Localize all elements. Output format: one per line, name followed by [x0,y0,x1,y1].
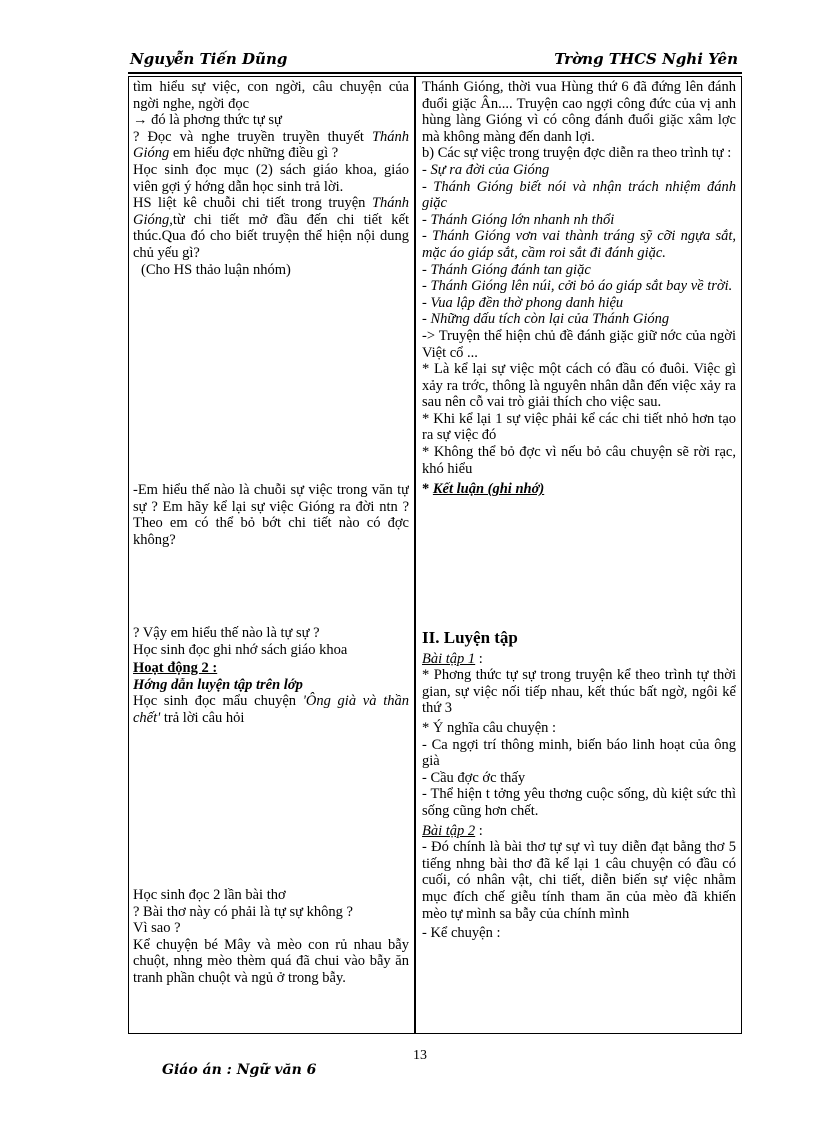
text-line: b) Các sự việc trong truyện đợc diễn ra theo trình tự : [422,145,732,162]
conclusion-heading: Kết luận (ghi nhớ) [432,481,545,498]
text-line: - Thể hiện t tởng yêu thơng cuộc sống, dù kiệt sức thì sống cũng hơn chết. [422,786,736,819]
footer-subject: Giáo án : Ngữ văn 6 [162,1062,317,1078]
conclusion-line [422,481,736,498]
school-name: Trờng THCS Nghi Yên [554,50,738,68]
italic-title: Thánh Gióng [133,128,409,162]
text-line: * Phơng thức tự sự trong truyện kể theo trình tự thời gian, sự việc nối tiếp nhau, kết thúc bất ngờ, ngôi kể thứ 3 [422,667,736,717]
event-item: - Thánh Gióng biết nói và nhận trách nhiệm đánh giặc [422,178,736,212]
text-line: tìm hiểu sự việc, con ngời, câu chuyện của ngời nghe, ngời đọc [133,79,409,112]
text-line: * Là kể lại sự việc một cách có đầu có đuôi. Việc gì xảy ra trớc, thông là nguyên nhân dẫn đến việc xảy ra sau nên cỗ vai trò giải thích cho việc sau. [422,361,736,411]
text-line [133,195,409,261]
text-line: - Ca ngợi trí thông minh, biến báo linh hoạt của ông già [422,736,736,770]
text-span: trả lời câu hỏi [163,709,245,726]
text-line: Vì sao ? [133,920,181,937]
text-line: * Không thể bỏ đợc vì nếu bỏ câu chuyện sẽ rời rạc, khó hiểu [422,444,736,477]
text-line: * Ý nghĩa câu chuyện : [422,719,557,736]
event-item: - Những dấu tích còn lại của Thánh Gióng [422,311,670,328]
right-block-2 [422,630,736,942]
lesson-table [128,76,742,1034]
text-line: * Khi kể lại 1 sự việc phải kể các chi tiết nhỏ hơn tạo ra sự việc đó [422,410,736,444]
text-line: - Đó chính là bài thơ tự sự vì tuy diễn đạt bằng thơ 5 tiếng nhng bài thơ đã kể lại 1 câu chuyện có đầu có cuối, có nhân vật, chi tiết, diễn biến sự việc nhằm mục đích chế giễu tính tham ăn của mèo đã khiến mèo tự mình sa bẫy của chính mình [422,839,736,922]
text-line: ? Vậy em hiểu thế nào là tự sự ? [133,625,320,641]
text-span: HS liệt kê chuỗi chi tiết trong truyện [133,195,366,212]
text-line: - Kể chuyện : [422,925,501,942]
text-line: -> Truyện thể hiện chủ đề đánh giặc giữ nớc của ngời Việt cổ ... [422,327,736,361]
italic-title: 'Ông già và thần chết' [133,693,409,726]
text-line: (Cho HS thảo luận nhóm) [141,261,291,278]
event-item: - Thánh Gióng vơn vai thành tráng sỹ cỡi ngựa sắt, mặc áo giáp sắt, cầm roi sắt đi đánh giặc. [422,228,736,261]
header-rule [128,72,742,74]
left-block-4 [133,887,409,987]
author-name: Nguyễn Tiến Dũng [130,50,288,68]
teacher-column [133,77,409,1033]
text-line: Học sinh đọc 2 lần bài thơ [133,887,286,903]
text-line: Học sinh đọc mục (2) sách giáo khoa, giáo viên gợi ý hớng dẫn học sinh trả lời. [133,161,409,195]
event-item: - Thánh Gióng đánh tan giặc [422,261,591,278]
exercise-1-heading [422,651,736,668]
event-item: - Thánh Gióng lên núi, cởi bỏ áo giáp sắt bay về trời. [422,278,733,295]
text-line [133,693,409,726]
bullet-star: * [422,481,430,498]
event-item: - Vua lập đền thờ phong danh hiệu [422,294,624,311]
right-block-1 [422,79,736,498]
activity-subheading: Hớng dẫn luyện tập trên lớp [133,676,303,693]
italic-title: Thánh Gióng [133,195,409,228]
event-item: - Thánh Gióng lớn nhanh nh thổi [422,211,615,228]
exercise-label: Bài tập 1 [422,650,476,667]
event-item: - Sự ra đời của Gióng [422,161,550,178]
text-span: ? Đọc và nghe truyền truyền thuyết [133,128,364,145]
colon: : [478,650,483,667]
exercise-label: Bài tập 2 [422,822,476,839]
text-span: ,từ chi tiết mở đầu đến chi tiết kết thúc.Qua đó cho biết truyện thể hiện nội dung chủ yếu gì? [133,211,409,261]
text-line: Thánh Gióng, thời vua Hùng thứ 6 đã đứng lên đánh đuổi giặc Ân.... Truyện cao ngợi công đức của vị anh hùng làng Gióng vì có công đánh đuổi giặc xâm lợc mà không màng đến danh lợi. [422,79,736,145]
text-line: Học sinh đọc ghi nhớ sách giáo khoa [133,641,348,658]
column-divider [414,77,418,1033]
text-line: Kể chuyện bé Mây và mèo con rủ nhau bẫy chuột, nhng mèo thèm quá đã chui vào bẫy ăn tranh phần chuột và ngủ ở trong bẫy. [133,936,409,986]
left-block-2 [133,482,409,548]
exercise-2-heading [422,823,736,840]
content-column [422,77,736,1033]
text-line: ? Bài thơ này có phải là tự sự không ? [133,903,353,920]
colon: : [478,822,483,839]
left-block-3 [133,625,409,727]
left-block-1 [133,79,409,278]
section-heading: II. Luyện tập [422,628,518,647]
page-number: 13 [413,1048,427,1063]
text-line: -Em hiểu thế nào là chuỗi sự việc trong văn tự sự ? Em hãy kể lại sự việc Gióng ra đời ntn ? Theo em có thể bỏ bớt chi tiết nào có đợc không? [133,482,409,548]
text-line: → đó là phơng thức tự sự [133,112,282,129]
page-header [128,48,738,72]
text-line [133,129,409,162]
text-line: - Cầu đợc ớc thấy [422,769,526,786]
text-span: Học sinh đọc mẩu chuyện [133,693,297,710]
activity-heading: Hoạt động 2 : [133,660,218,677]
text-span: em hiểu đợc những điều gì ? [172,145,339,162]
